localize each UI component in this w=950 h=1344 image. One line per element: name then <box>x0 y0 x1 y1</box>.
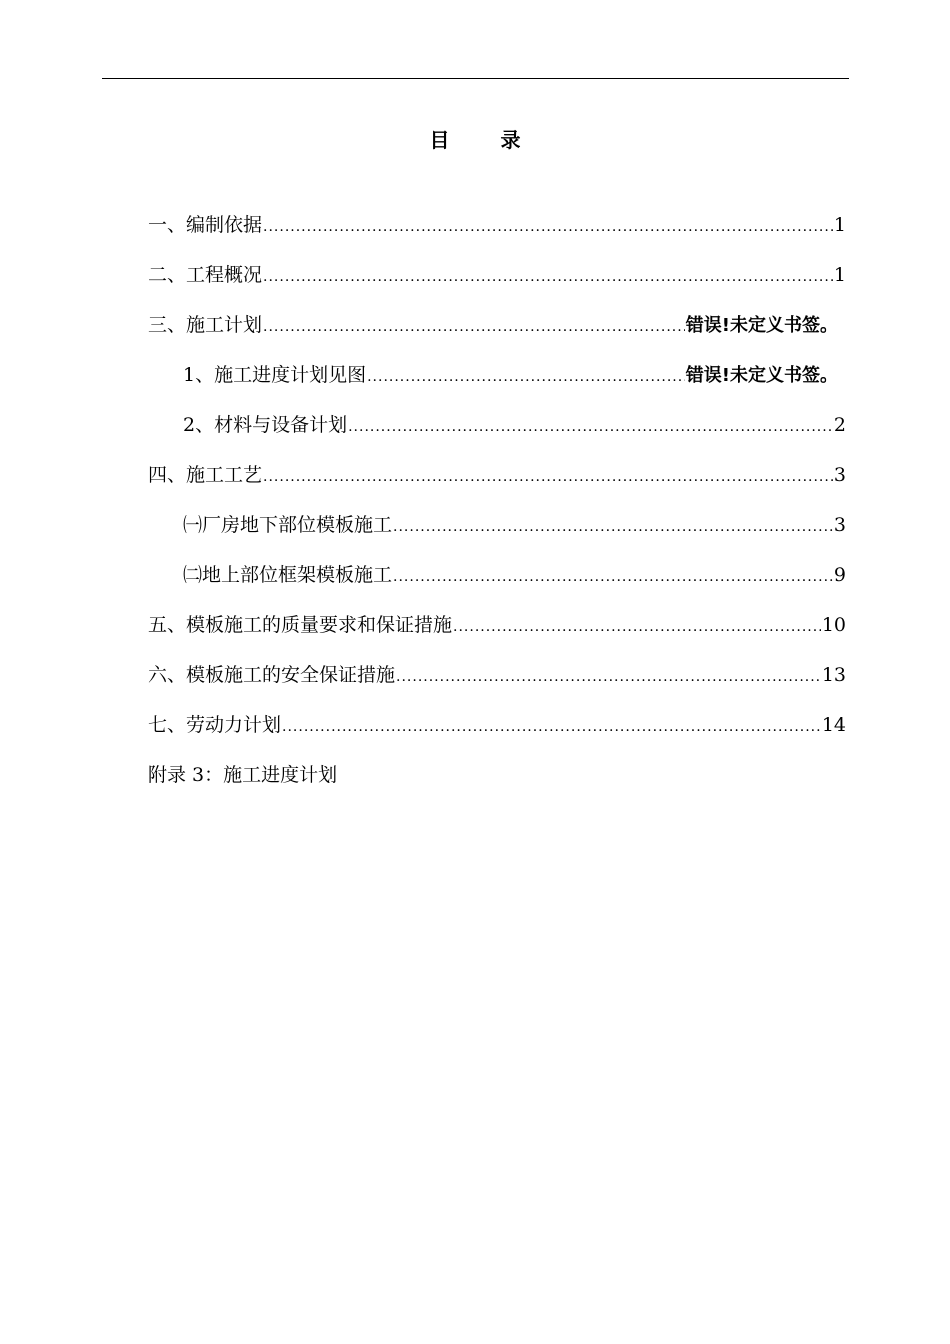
toc-entry-page: 1 <box>833 214 846 236</box>
toc-leader <box>367 363 685 391</box>
toc-entry[interactable] <box>183 561 846 589</box>
toc-entry-page: 3 <box>833 514 846 536</box>
toc-entry[interactable] <box>148 711 846 739</box>
toc-entry-label: ㈡地上部位框架模板施工 <box>183 564 393 586</box>
toc-entry-label: 二、工程概况 <box>148 264 263 286</box>
toc-leader <box>348 413 833 441</box>
toc-leader <box>263 263 833 291</box>
toc-entry-page: 2 <box>833 414 846 436</box>
toc-leader <box>263 463 833 491</box>
toc-entry[interactable] <box>183 361 838 389</box>
toc-leader <box>393 513 833 541</box>
toc-entry-label: 附录 3：施工进度计划 <box>148 764 338 786</box>
toc-leader <box>263 313 685 341</box>
toc-leader <box>282 713 821 741</box>
toc-leader <box>453 613 821 641</box>
toc-entry-label: 三、施工计划 <box>148 314 263 336</box>
toc-entry-page-error: 错误!未定义书签。 <box>685 365 838 386</box>
toc-entry-label: 2、材料与设备计划 <box>183 414 348 436</box>
toc-leader <box>396 663 821 691</box>
toc-entry-page: 1 <box>833 264 846 286</box>
toc-entry-page: 14 <box>821 714 846 736</box>
toc-entry-label: 六、模板施工的安全保证措施 <box>148 664 396 686</box>
toc-entry-label: 四、施工工艺 <box>148 464 263 486</box>
toc-entry-label: ㈠厂房地下部位模板施工 <box>183 514 393 536</box>
toc-entry-page-error: 错误!未定义书签。 <box>685 315 838 336</box>
header-rule <box>102 78 849 79</box>
toc-leader <box>393 563 833 591</box>
toc-entry-page: 9 <box>833 564 846 586</box>
toc-entry-label: 五、模板施工的质量要求和保证措施 <box>148 614 453 636</box>
toc-entry-page: 3 <box>833 464 846 486</box>
toc-entry[interactable] <box>148 761 846 789</box>
toc-entry[interactable] <box>148 261 846 289</box>
toc-entry-label: 1、施工进度计划见图 <box>183 364 367 386</box>
toc-entry[interactable] <box>148 461 846 489</box>
toc-entry[interactable] <box>183 511 846 539</box>
toc-entry-page: 13 <box>821 664 846 686</box>
toc-entry-label: 七、劳动力计划 <box>148 714 282 736</box>
toc-entry[interactable] <box>183 411 846 439</box>
toc-entry[interactable] <box>148 661 846 689</box>
toc-entry-label: 一、编制依据 <box>148 214 263 236</box>
toc-entry-page: 10 <box>821 614 846 636</box>
toc-entry[interactable] <box>148 311 838 339</box>
toc-entry[interactable] <box>148 611 846 639</box>
toc-title: 目 录 <box>429 128 543 152</box>
toc-entry[interactable] <box>148 211 846 239</box>
toc-leader <box>263 213 833 241</box>
